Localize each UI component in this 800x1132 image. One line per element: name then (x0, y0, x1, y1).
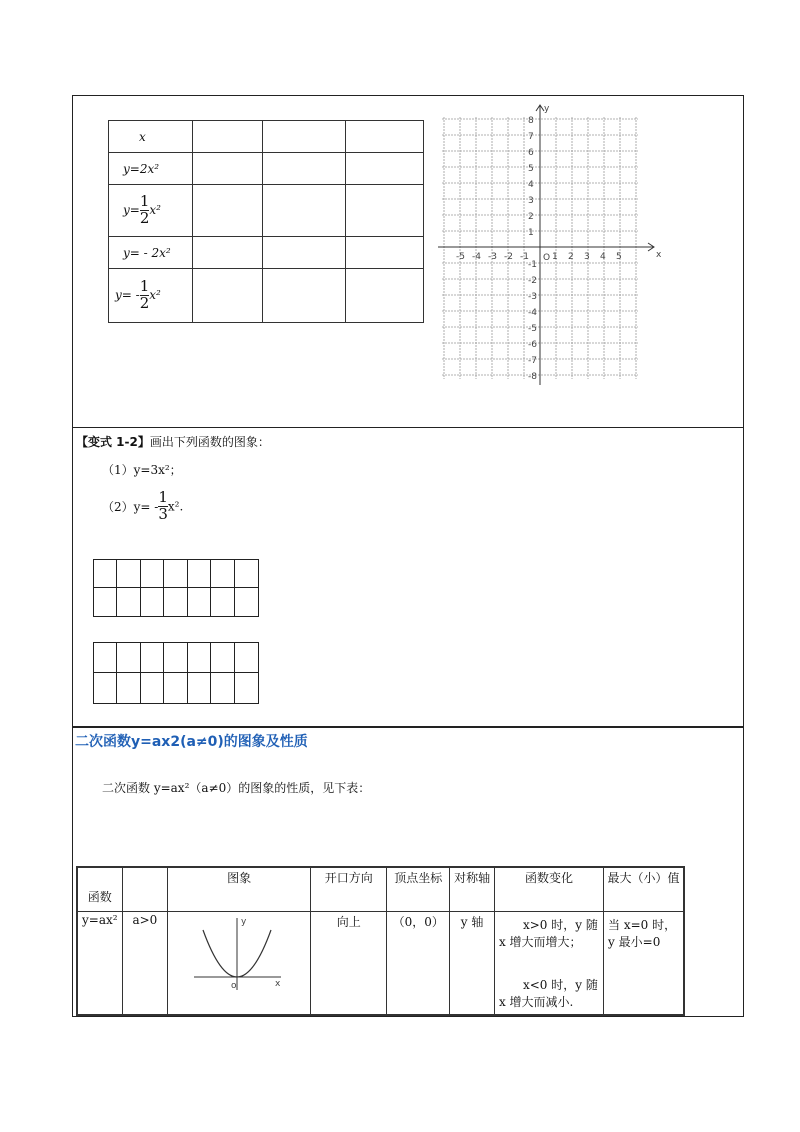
fraction-denominator: 3 (158, 504, 168, 523)
mini-x-label: x (275, 978, 281, 989)
value-table-cell (262, 237, 346, 269)
header-extreme: 最大（小）值 (604, 867, 684, 911)
cell-change (494, 911, 603, 1015)
value-table-cell (346, 185, 424, 237)
value-table-cell (262, 121, 346, 153)
x-tick-label: 4 (600, 252, 606, 262)
coordinate-grid (432, 95, 662, 385)
y-tick-label: -8 (528, 372, 537, 382)
grid-cell (164, 560, 187, 588)
fraction (140, 194, 150, 227)
x-axis-label: x (656, 250, 662, 260)
grid-cell (211, 560, 234, 588)
blank-grid-1 (93, 559, 259, 617)
y-tick-label: -3 (528, 292, 537, 302)
x-tick-label: -1 (520, 252, 529, 262)
y-tick-label: -2 (528, 276, 537, 286)
grid-cell (117, 673, 140, 703)
grid-cell (211, 673, 234, 703)
x-tick-label: 2 (568, 252, 574, 262)
cell-opening: 向上 (311, 911, 387, 1015)
grid-cell (164, 643, 187, 673)
x-tick-label: -4 (472, 252, 481, 262)
fraction-numerator: 1 (158, 488, 168, 506)
variant-item-1: （1）y=3x²； (102, 463, 182, 477)
section-intro: 二次函数 y=ax²（a≠0）的图象的性质，见下表： (102, 781, 371, 795)
value-table-cell (262, 185, 346, 237)
fraction-numerator: 1 (139, 192, 150, 211)
grid-cell (188, 673, 211, 703)
y-tick-label: -1 (528, 260, 537, 270)
row-label-suffix: x² (149, 288, 161, 302)
header-opening: 开口方向 (311, 867, 387, 911)
grid-cell (141, 673, 164, 703)
header-change: 函数变化 (494, 867, 603, 911)
grid-cell (94, 588, 117, 616)
grid-cell (94, 560, 117, 588)
row-label-suffix: x² (149, 203, 161, 217)
x-tick-label: 1 (552, 252, 558, 262)
header-graph: 图象 (168, 867, 311, 911)
grid-cell (188, 588, 211, 616)
grid-cell (94, 673, 117, 703)
grid-cell (188, 643, 211, 673)
row-label-prefix: y= (123, 203, 140, 217)
value-table-cell (192, 185, 262, 237)
variant-heading (76, 433, 270, 450)
cell-condition: a>0 (122, 911, 168, 1015)
y-tick-label: -4 (528, 308, 537, 318)
grid-cell (117, 588, 140, 616)
grid-cell (141, 643, 164, 673)
value-table-cell (346, 121, 424, 153)
y-tick-label: 1 (528, 228, 534, 238)
row-label-neg-half-x2 (109, 269, 193, 323)
grid-cell (235, 560, 258, 588)
x-tick-label: -2 (504, 252, 513, 262)
y-axis-label: y (544, 104, 550, 114)
row-label-prefix: y= - (115, 288, 140, 302)
grid-cell (164, 588, 187, 616)
parabola-graph (169, 912, 309, 992)
header-axis: 对称轴 (450, 867, 495, 911)
y-tick-label: 8 (528, 116, 534, 126)
y-tick-label: -5 (528, 324, 537, 334)
fraction-denominator: 2 (139, 294, 150, 312)
y-tick-label: 7 (528, 132, 534, 142)
grid-cell (211, 643, 234, 673)
value-table-cell (192, 121, 262, 153)
value-table-cell (262, 269, 346, 323)
y-tick-label: 4 (528, 180, 534, 190)
mini-y-label: y (241, 916, 247, 927)
grid-cell (235, 588, 258, 616)
value-table-cell (192, 269, 262, 323)
fraction (140, 279, 150, 312)
x-tick-label: 3 (584, 252, 590, 262)
value-table-cell (346, 269, 424, 323)
value-table-cell (262, 153, 346, 185)
value-table-cell (346, 153, 424, 185)
cell-axis: y 轴 (450, 911, 495, 1015)
grid-cell (141, 588, 164, 616)
fraction-denominator: 2 (139, 209, 150, 227)
fraction-numerator: 1 (139, 277, 150, 296)
cell-graph (168, 911, 311, 1015)
change-increasing: x>0 时，y 随 x 增大而增大； (498, 917, 598, 949)
y-tick-label: 3 (528, 196, 534, 206)
x-tick-label: -5 (456, 252, 465, 262)
x-tick-label: -3 (488, 252, 497, 262)
grid-cell (117, 560, 140, 588)
x-tick-label: 5 (616, 252, 622, 262)
variant-bracket-title: 【变式 1-2】 (76, 435, 150, 449)
y-tick-label: 5 (528, 164, 534, 174)
row-label-half-x2 (109, 185, 193, 237)
origin-label: O (543, 253, 551, 263)
value-table-cell (192, 237, 262, 269)
value-table-cell (192, 153, 262, 185)
header-function: 函数 (77, 867, 122, 911)
value-table (108, 120, 424, 323)
cell-extreme: 当 x=0 时，y 最小=0 (604, 911, 684, 1015)
section-title: 二次函数y=ax2(a≠0)的图象及性质 (75, 734, 308, 750)
header-vertex: 顶点坐标 (387, 867, 450, 911)
property-table (76, 866, 685, 1016)
item2-prefix: （2）y= - (102, 499, 159, 514)
grid-cell (211, 588, 234, 616)
y-tick-label: 6 (528, 148, 534, 158)
grid-cell (164, 673, 187, 703)
header-condition (122, 867, 168, 911)
grid-cell (235, 673, 258, 703)
change-decreasing: x<0 时，y 随 x 增大而减小. (498, 977, 598, 1009)
y-tick-label: -7 (528, 356, 537, 366)
blank-grid-2 (93, 642, 259, 704)
mini-origin-label: o (231, 980, 237, 991)
grid-cell (94, 643, 117, 673)
value-table-header-x: x (109, 121, 193, 153)
grid-cell (188, 560, 211, 588)
y-tick-label: 2 (528, 212, 534, 222)
variant-instruction: 画出下列函数的图象： (149, 435, 270, 449)
grid-cell (235, 643, 258, 673)
value-table-cell (346, 237, 424, 269)
grid-cell (117, 643, 140, 673)
cell-vertex: （0，0） (387, 911, 450, 1015)
y-tick-label: -6 (528, 340, 537, 350)
fraction (158, 490, 168, 523)
row-label-neg-2x2: y= - 2x² (109, 237, 193, 269)
variant-item-2 (102, 490, 183, 523)
grid-cell (141, 560, 164, 588)
item2-suffix: x². (167, 499, 184, 514)
row-label-2x2: y=2x² (109, 153, 193, 185)
cell-function: y=ax² (77, 911, 122, 1015)
